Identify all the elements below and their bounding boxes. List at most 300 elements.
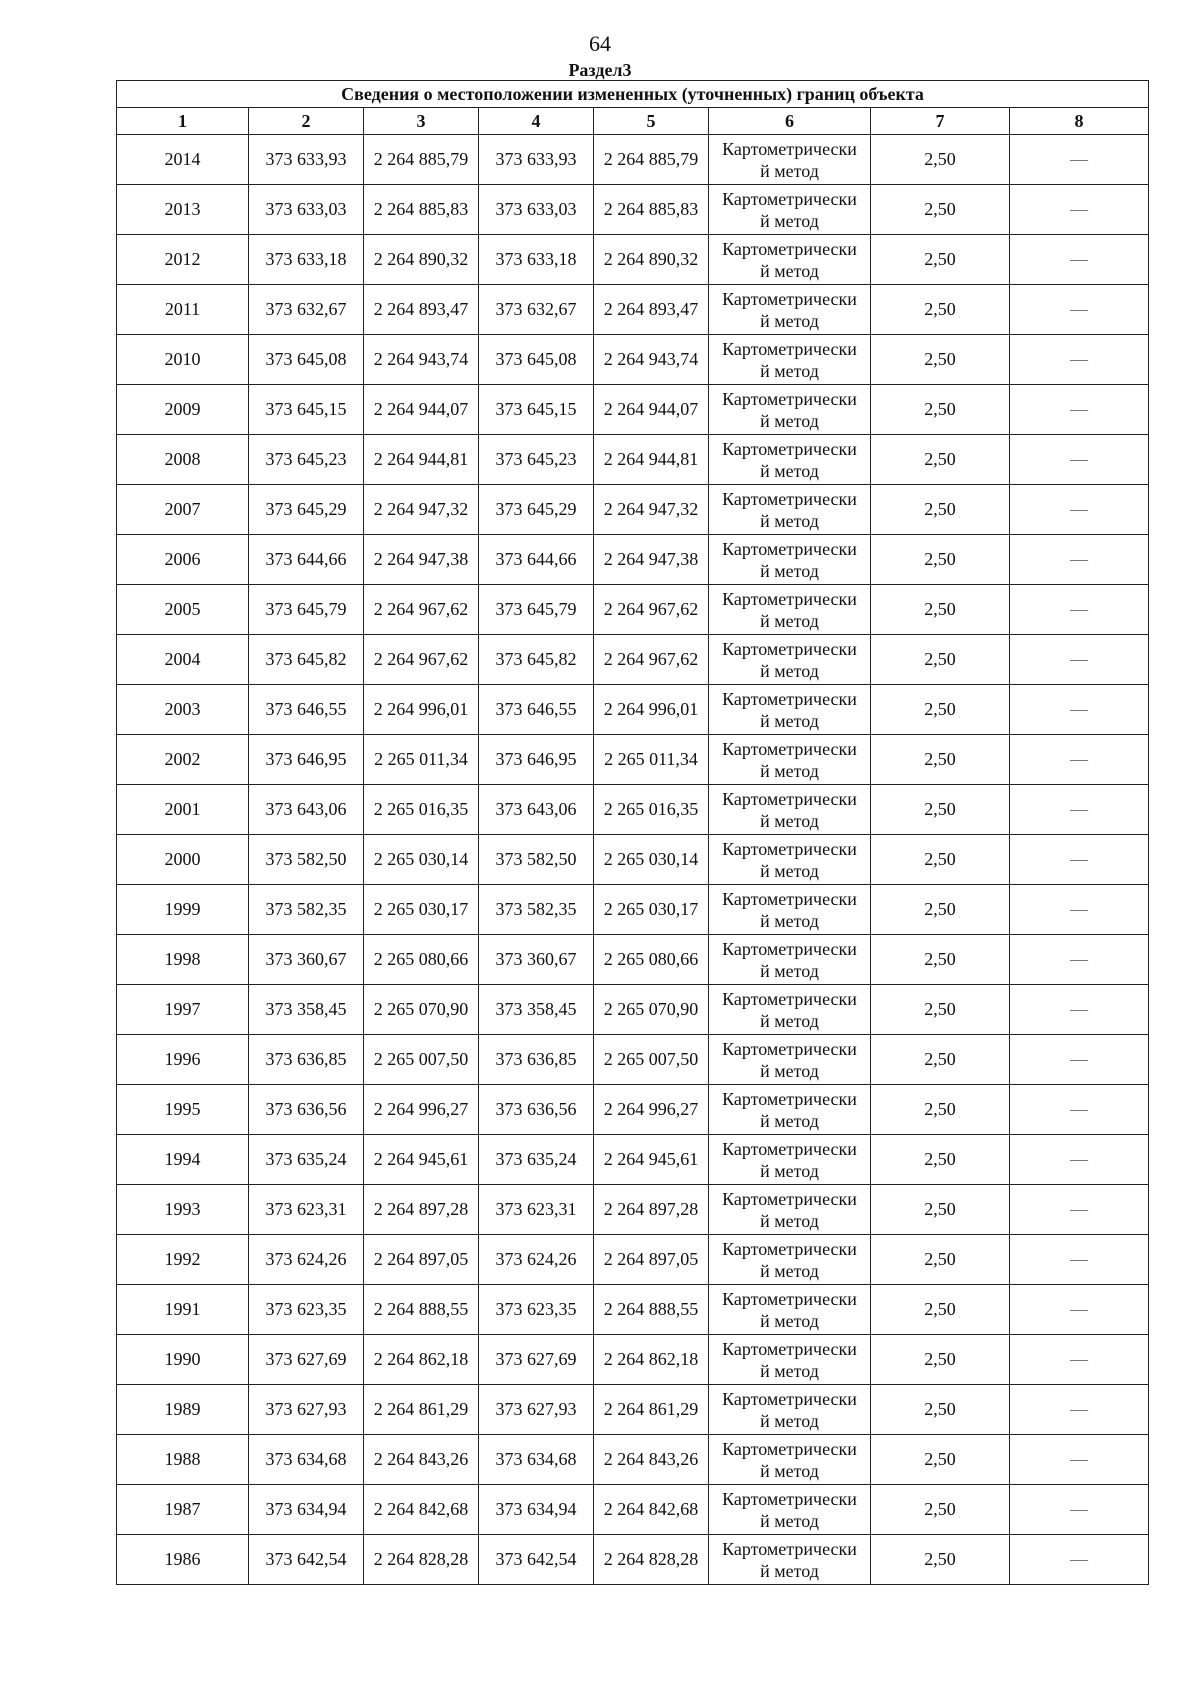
y-refined-cell: 2 264 967,62 [594, 585, 709, 635]
y-existing-cell: 2 264 842,68 [364, 1485, 479, 1535]
method-line-1: Картометрически [722, 538, 857, 559]
column-header: 1 [117, 108, 249, 135]
description-cell: — [1010, 385, 1149, 435]
point-number-cell: 1995 [117, 1085, 249, 1135]
method-cell [709, 485, 871, 535]
x-refined-cell: 373 632,67 [479, 285, 594, 335]
method-line-2: й метод [760, 1510, 819, 1531]
y-existing-cell: 2 265 070,90 [364, 985, 479, 1035]
y-existing-cell: 2 264 947,32 [364, 485, 479, 535]
method-line-2: й метод [760, 410, 819, 431]
description-cell: — [1010, 735, 1149, 785]
y-refined-cell: 2 265 016,35 [594, 785, 709, 835]
x-existing-cell: 373 627,93 [249, 1385, 364, 1435]
page-number: 64 [589, 31, 611, 56]
x-refined-cell: 373 634,94 [479, 1485, 594, 1535]
x-refined-cell: 373 636,56 [479, 1085, 594, 1135]
method-line-1: Картометрически [722, 988, 857, 1009]
x-refined-cell: 373 582,50 [479, 835, 594, 885]
y-existing-cell: 2 264 967,62 [364, 635, 479, 685]
point-number-cell: 2012 [117, 235, 249, 285]
method-line-2: й метод [760, 1460, 819, 1481]
method-line-1: Картометрически [722, 588, 857, 609]
x-refined-cell: 373 360,67 [479, 935, 594, 985]
y-refined-cell: 2 264 842,68 [594, 1485, 709, 1535]
method-line-1: Картометрически [722, 288, 857, 309]
y-refined-cell: 2 265 007,50 [594, 1035, 709, 1085]
description-cell: — [1010, 285, 1149, 335]
x-refined-cell: 373 645,29 [479, 485, 594, 535]
method-line-1: Картометрически [722, 238, 857, 259]
precision-cell: 2,50 [871, 485, 1010, 535]
method-line-1: Картометрически [722, 1338, 857, 1359]
description-cell: — [1010, 1135, 1149, 1185]
table-row [117, 1085, 1149, 1135]
method-cell [709, 935, 871, 985]
point-number-cell: 2003 [117, 685, 249, 735]
method-cell [709, 885, 871, 935]
x-refined-cell: 373 636,85 [479, 1035, 594, 1085]
method-cell [709, 1085, 871, 1135]
y-refined-cell: 2 264 947,38 [594, 535, 709, 585]
method-line-1: Картометрически [722, 338, 857, 359]
precision-cell: 2,50 [871, 435, 1010, 485]
x-existing-cell: 373 582,50 [249, 835, 364, 885]
point-number-cell: 2010 [117, 335, 249, 385]
y-existing-cell: 2 264 967,62 [364, 585, 479, 635]
x-refined-cell: 373 634,68 [479, 1435, 594, 1485]
y-existing-cell: 2 264 885,83 [364, 185, 479, 235]
x-refined-cell: 373 358,45 [479, 985, 594, 1035]
method-line-2: й метод [760, 1560, 819, 1581]
table-row [117, 1235, 1149, 1285]
method-line-2: й метод [760, 1260, 819, 1281]
description-cell: — [1010, 1185, 1149, 1235]
point-number-cell: 1996 [117, 1035, 249, 1085]
precision-cell: 2,50 [871, 935, 1010, 985]
method-cell [709, 1035, 871, 1085]
y-existing-cell: 2 264 944,07 [364, 385, 479, 435]
description-cell: — [1010, 185, 1149, 235]
method-cell [709, 1285, 871, 1335]
y-existing-cell: 2 264 944,81 [364, 435, 479, 485]
x-refined-cell: 373 627,69 [479, 1335, 594, 1385]
description-cell: — [1010, 985, 1149, 1035]
y-refined-cell: 2 265 030,17 [594, 885, 709, 935]
method-line-1: Картометрически [722, 188, 857, 209]
point-number-cell: 1999 [117, 885, 249, 935]
point-number-cell: 1992 [117, 1235, 249, 1285]
precision-cell: 2,50 [871, 1435, 1010, 1485]
column-header: 4 [479, 108, 594, 135]
description-cell: — [1010, 1335, 1149, 1385]
y-refined-cell: 2 265 070,90 [594, 985, 709, 1035]
method-cell [709, 785, 871, 835]
method-line-1: Картометрически [722, 138, 857, 159]
method-cell [709, 735, 871, 785]
y-existing-cell: 2 264 943,74 [364, 335, 479, 385]
description-cell: — [1010, 335, 1149, 385]
table-row [117, 135, 1149, 185]
x-existing-cell: 373 645,15 [249, 385, 364, 435]
y-existing-cell: 2 264 843,26 [364, 1435, 479, 1485]
precision-cell: 2,50 [871, 1385, 1010, 1435]
y-existing-cell: 2 265 007,50 [364, 1035, 479, 1085]
method-line-1: Картометрически [722, 388, 857, 409]
point-number-cell: 1997 [117, 985, 249, 1035]
method-line-2: й метод [760, 360, 819, 381]
table-row [117, 935, 1149, 985]
y-existing-cell: 2 264 945,61 [364, 1135, 479, 1185]
method-cell [709, 1185, 871, 1235]
method-cell [709, 385, 871, 435]
y-refined-cell: 2 264 843,26 [594, 1435, 709, 1485]
x-existing-cell: 373 623,31 [249, 1185, 364, 1235]
point-number-cell: 1990 [117, 1335, 249, 1385]
method-line-1: Картометрически [722, 688, 857, 709]
x-refined-cell: 373 582,35 [479, 885, 594, 935]
table-row [117, 1535, 1149, 1585]
point-number-cell: 2007 [117, 485, 249, 535]
x-existing-cell: 373 643,06 [249, 785, 364, 835]
point-number-cell: 2013 [117, 185, 249, 235]
y-existing-cell: 2 264 897,28 [364, 1185, 479, 1235]
table-row [117, 435, 1149, 485]
column-header-row [117, 108, 1149, 135]
table-row [117, 335, 1149, 385]
point-number-cell: 1987 [117, 1485, 249, 1535]
table-row [117, 885, 1149, 935]
y-refined-cell: 2 264 862,18 [594, 1335, 709, 1385]
point-number-cell: 2006 [117, 535, 249, 585]
table-title-row [117, 81, 1149, 108]
x-existing-cell: 373 642,54 [249, 1535, 364, 1585]
point-number-cell: 2008 [117, 435, 249, 485]
method-line-2: й метод [760, 910, 819, 931]
column-header: 8 [1010, 108, 1149, 135]
y-refined-cell: 2 265 030,14 [594, 835, 709, 885]
precision-cell: 2,50 [871, 1285, 1010, 1335]
precision-cell: 2,50 [871, 1085, 1010, 1135]
method-line-1: Картометрически [722, 1238, 857, 1259]
method-line-2: й метод [760, 1160, 819, 1181]
table-row [117, 1285, 1149, 1335]
x-refined-cell: 373 646,55 [479, 685, 594, 735]
table-row [117, 685, 1149, 735]
method-line-2: й метод [760, 610, 819, 631]
description-cell: — [1010, 585, 1149, 635]
y-refined-cell: 2 264 893,47 [594, 285, 709, 335]
method-line-1: Картометрически [722, 1388, 857, 1409]
method-line-2: й метод [760, 510, 819, 531]
y-refined-cell: 2 264 828,28 [594, 1535, 709, 1585]
y-existing-cell: 2 264 897,05 [364, 1235, 479, 1285]
y-existing-cell: 2 264 996,01 [364, 685, 479, 735]
x-refined-cell: 373 644,66 [479, 535, 594, 585]
method-cell [709, 685, 871, 735]
boundary-table [116, 80, 1149, 1585]
method-line-1: Картометрически [722, 488, 857, 509]
point-number-cell: 2000 [117, 835, 249, 885]
method-line-2: й метод [760, 1210, 819, 1231]
point-number-cell: 1986 [117, 1535, 249, 1585]
x-refined-cell: 373 645,82 [479, 635, 594, 685]
table-row [117, 1435, 1149, 1485]
x-existing-cell: 373 633,93 [249, 135, 364, 185]
y-refined-cell: 2 264 944,81 [594, 435, 709, 485]
point-number-cell: 1998 [117, 935, 249, 985]
table-row [117, 1385, 1149, 1435]
y-refined-cell: 2 264 945,61 [594, 1135, 709, 1185]
column-header: 6 [709, 108, 871, 135]
precision-cell: 2,50 [871, 835, 1010, 885]
table-row [117, 1135, 1149, 1185]
x-refined-cell: 373 633,93 [479, 135, 594, 185]
column-header: 3 [364, 108, 479, 135]
precision-cell: 2,50 [871, 685, 1010, 735]
point-number-cell: 1991 [117, 1285, 249, 1335]
description-cell: — [1010, 1235, 1149, 1285]
x-refined-cell: 373 645,23 [479, 435, 594, 485]
x-existing-cell: 373 632,67 [249, 285, 364, 335]
x-existing-cell: 373 633,18 [249, 235, 364, 285]
point-number-cell: 1988 [117, 1435, 249, 1485]
method-line-2: й метод [760, 1410, 819, 1431]
y-refined-cell: 2 265 011,34 [594, 735, 709, 785]
method-line-2: й метод [760, 760, 819, 781]
point-number-cell: 2011 [117, 285, 249, 335]
y-existing-cell: 2 264 893,47 [364, 285, 479, 335]
method-line-2: й метод [760, 710, 819, 731]
method-cell [709, 835, 871, 885]
description-cell: — [1010, 135, 1149, 185]
y-existing-cell: 2 265 030,17 [364, 885, 479, 935]
y-refined-cell: 2 264 885,79 [594, 135, 709, 185]
method-line-2: й метод [760, 860, 819, 881]
x-existing-cell: 373 645,82 [249, 635, 364, 685]
y-existing-cell: 2 264 996,27 [364, 1085, 479, 1135]
method-line-2: й метод [760, 960, 819, 981]
x-existing-cell: 373 633,03 [249, 185, 364, 235]
y-refined-cell: 2 264 897,28 [594, 1185, 709, 1235]
table-row [117, 585, 1149, 635]
method-line-2: й метод [760, 160, 819, 181]
table-row [117, 485, 1149, 535]
x-refined-cell: 373 623,31 [479, 1185, 594, 1235]
method-line-1: Картометрически [722, 1088, 857, 1109]
x-existing-cell: 373 645,29 [249, 485, 364, 535]
method-cell [709, 1535, 871, 1585]
y-refined-cell: 2 264 897,05 [594, 1235, 709, 1285]
x-existing-cell: 373 645,23 [249, 435, 364, 485]
method-cell [709, 435, 871, 485]
table-row [117, 785, 1149, 835]
precision-cell: 2,50 [871, 785, 1010, 835]
description-cell: — [1010, 635, 1149, 685]
table-row [117, 635, 1149, 685]
method-line-2: й метод [760, 1360, 819, 1381]
method-line-2: й метод [760, 1010, 819, 1031]
precision-cell: 2,50 [871, 885, 1010, 935]
point-number-cell: 2002 [117, 735, 249, 785]
x-refined-cell: 373 627,93 [479, 1385, 594, 1435]
precision-cell: 2,50 [871, 1235, 1010, 1285]
precision-cell: 2,50 [871, 1185, 1010, 1235]
method-line-1: Картометрически [722, 438, 857, 459]
precision-cell: 2,50 [871, 335, 1010, 385]
precision-cell: 2,50 [871, 235, 1010, 285]
x-existing-cell: 373 645,79 [249, 585, 364, 635]
method-line-2: й метод [760, 310, 819, 331]
x-refined-cell: 373 646,95 [479, 735, 594, 785]
x-refined-cell: 373 624,26 [479, 1235, 594, 1285]
point-number-cell: 1994 [117, 1135, 249, 1185]
method-cell [709, 1385, 871, 1435]
method-line-2: й метод [760, 1110, 819, 1131]
x-refined-cell: 373 642,54 [479, 1535, 594, 1585]
description-cell: — [1010, 885, 1149, 935]
point-number-cell: 2004 [117, 635, 249, 685]
method-cell [709, 1485, 871, 1535]
method-line-2: й метод [760, 1310, 819, 1331]
x-existing-cell: 373 646,95 [249, 735, 364, 785]
method-line-1: Картометрически [722, 838, 857, 859]
point-number-cell: 2001 [117, 785, 249, 835]
table-row [117, 185, 1149, 235]
method-line-1: Картометрически [722, 638, 857, 659]
table-row [117, 285, 1149, 335]
table-row [117, 1035, 1149, 1085]
method-cell [709, 335, 871, 385]
table-row [117, 1485, 1149, 1535]
x-existing-cell: 373 634,94 [249, 1485, 364, 1535]
description-cell: — [1010, 835, 1149, 885]
method-cell [709, 1435, 871, 1485]
method-line-1: Картометрически [722, 888, 857, 909]
method-line-2: й метод [760, 560, 819, 581]
y-existing-cell: 2 265 011,34 [364, 735, 479, 785]
x-refined-cell: 373 623,35 [479, 1285, 594, 1335]
column-header: 2 [249, 108, 364, 135]
precision-cell: 2,50 [871, 735, 1010, 785]
description-cell: — [1010, 435, 1149, 485]
x-existing-cell: 373 636,56 [249, 1085, 364, 1135]
description-cell: — [1010, 535, 1149, 585]
precision-cell: 2,50 [871, 1485, 1010, 1535]
x-refined-cell: 373 643,06 [479, 785, 594, 835]
x-refined-cell: 373 633,18 [479, 235, 594, 285]
y-refined-cell: 2 264 888,55 [594, 1285, 709, 1335]
y-refined-cell: 2 264 996,01 [594, 685, 709, 735]
precision-cell: 2,50 [871, 535, 1010, 585]
method-cell [709, 235, 871, 285]
y-existing-cell: 2 265 030,14 [364, 835, 479, 885]
precision-cell: 2,50 [871, 585, 1010, 635]
table-body [117, 135, 1149, 1585]
x-existing-cell: 373 635,24 [249, 1135, 364, 1185]
x-existing-cell: 373 624,26 [249, 1235, 364, 1285]
description-cell: — [1010, 1485, 1149, 1535]
x-refined-cell: 373 645,79 [479, 585, 594, 635]
x-existing-cell: 373 646,55 [249, 685, 364, 735]
x-refined-cell: 373 633,03 [479, 185, 594, 235]
x-existing-cell: 373 634,68 [249, 1435, 364, 1485]
precision-cell: 2,50 [871, 1035, 1010, 1085]
method-line-2: й метод [760, 460, 819, 481]
y-existing-cell: 2 264 828,28 [364, 1535, 479, 1585]
method-line-2: й метод [760, 210, 819, 231]
method-line-1: Картометрически [722, 1138, 857, 1159]
precision-cell: 2,50 [871, 1135, 1010, 1185]
y-existing-cell: 2 265 016,35 [364, 785, 479, 835]
point-number-cell: 1993 [117, 1185, 249, 1235]
point-number-cell: 2009 [117, 385, 249, 435]
method-line-1: Картометрически [722, 738, 857, 759]
precision-cell: 2,50 [871, 285, 1010, 335]
method-line-2: й метод [760, 1060, 819, 1081]
x-existing-cell: 373 358,45 [249, 985, 364, 1035]
y-existing-cell: 2 264 888,55 [364, 1285, 479, 1335]
y-refined-cell: 2 264 885,83 [594, 185, 709, 235]
x-existing-cell: 373 582,35 [249, 885, 364, 935]
y-refined-cell: 2 264 967,62 [594, 635, 709, 685]
method-line-1: Картометрически [722, 788, 857, 809]
x-existing-cell: 373 360,67 [249, 935, 364, 985]
description-cell: — [1010, 1385, 1149, 1435]
table-row [117, 1335, 1149, 1385]
method-line-1: Картометрически [722, 1038, 857, 1059]
precision-cell: 2,50 [871, 135, 1010, 185]
method-cell [709, 185, 871, 235]
y-refined-cell: 2 264 890,32 [594, 235, 709, 285]
description-cell: — [1010, 785, 1149, 835]
x-refined-cell: 373 635,24 [479, 1135, 594, 1185]
method-cell [709, 1235, 871, 1285]
table-row [117, 985, 1149, 1035]
x-refined-cell: 373 645,08 [479, 335, 594, 385]
section-title: Раздел3 [568, 60, 632, 80]
point-number-cell: 1989 [117, 1385, 249, 1435]
point-number-cell: 2014 [117, 135, 249, 185]
table-title: Сведения о местоположении измененных (уточненных) границ объекта [117, 81, 1149, 108]
y-existing-cell: 2 264 862,18 [364, 1335, 479, 1385]
table-row [117, 535, 1149, 585]
y-existing-cell: 2 264 885,79 [364, 135, 479, 185]
column-header: 7 [871, 108, 1010, 135]
precision-cell: 2,50 [871, 635, 1010, 685]
table-row [117, 235, 1149, 285]
description-cell: — [1010, 1085, 1149, 1135]
table-row [117, 385, 1149, 435]
description-cell: — [1010, 1535, 1149, 1585]
x-refined-cell: 373 645,15 [479, 385, 594, 435]
precision-cell: 2,50 [871, 185, 1010, 235]
method-cell [709, 1335, 871, 1385]
y-refined-cell: 2 264 943,74 [594, 335, 709, 385]
method-line-1: Картометрически [722, 1188, 857, 1209]
method-line-1: Картометрически [722, 1438, 857, 1459]
y-refined-cell: 2 264 944,07 [594, 385, 709, 435]
y-refined-cell: 2 265 080,66 [594, 935, 709, 985]
precision-cell: 2,50 [871, 385, 1010, 435]
x-existing-cell: 373 623,35 [249, 1285, 364, 1335]
y-existing-cell: 2 264 947,38 [364, 535, 479, 585]
column-header: 5 [594, 108, 709, 135]
description-cell: — [1010, 1035, 1149, 1085]
method-line-2: й метод [760, 660, 819, 681]
x-existing-cell: 373 645,08 [249, 335, 364, 385]
precision-cell: 2,50 [871, 985, 1010, 1035]
